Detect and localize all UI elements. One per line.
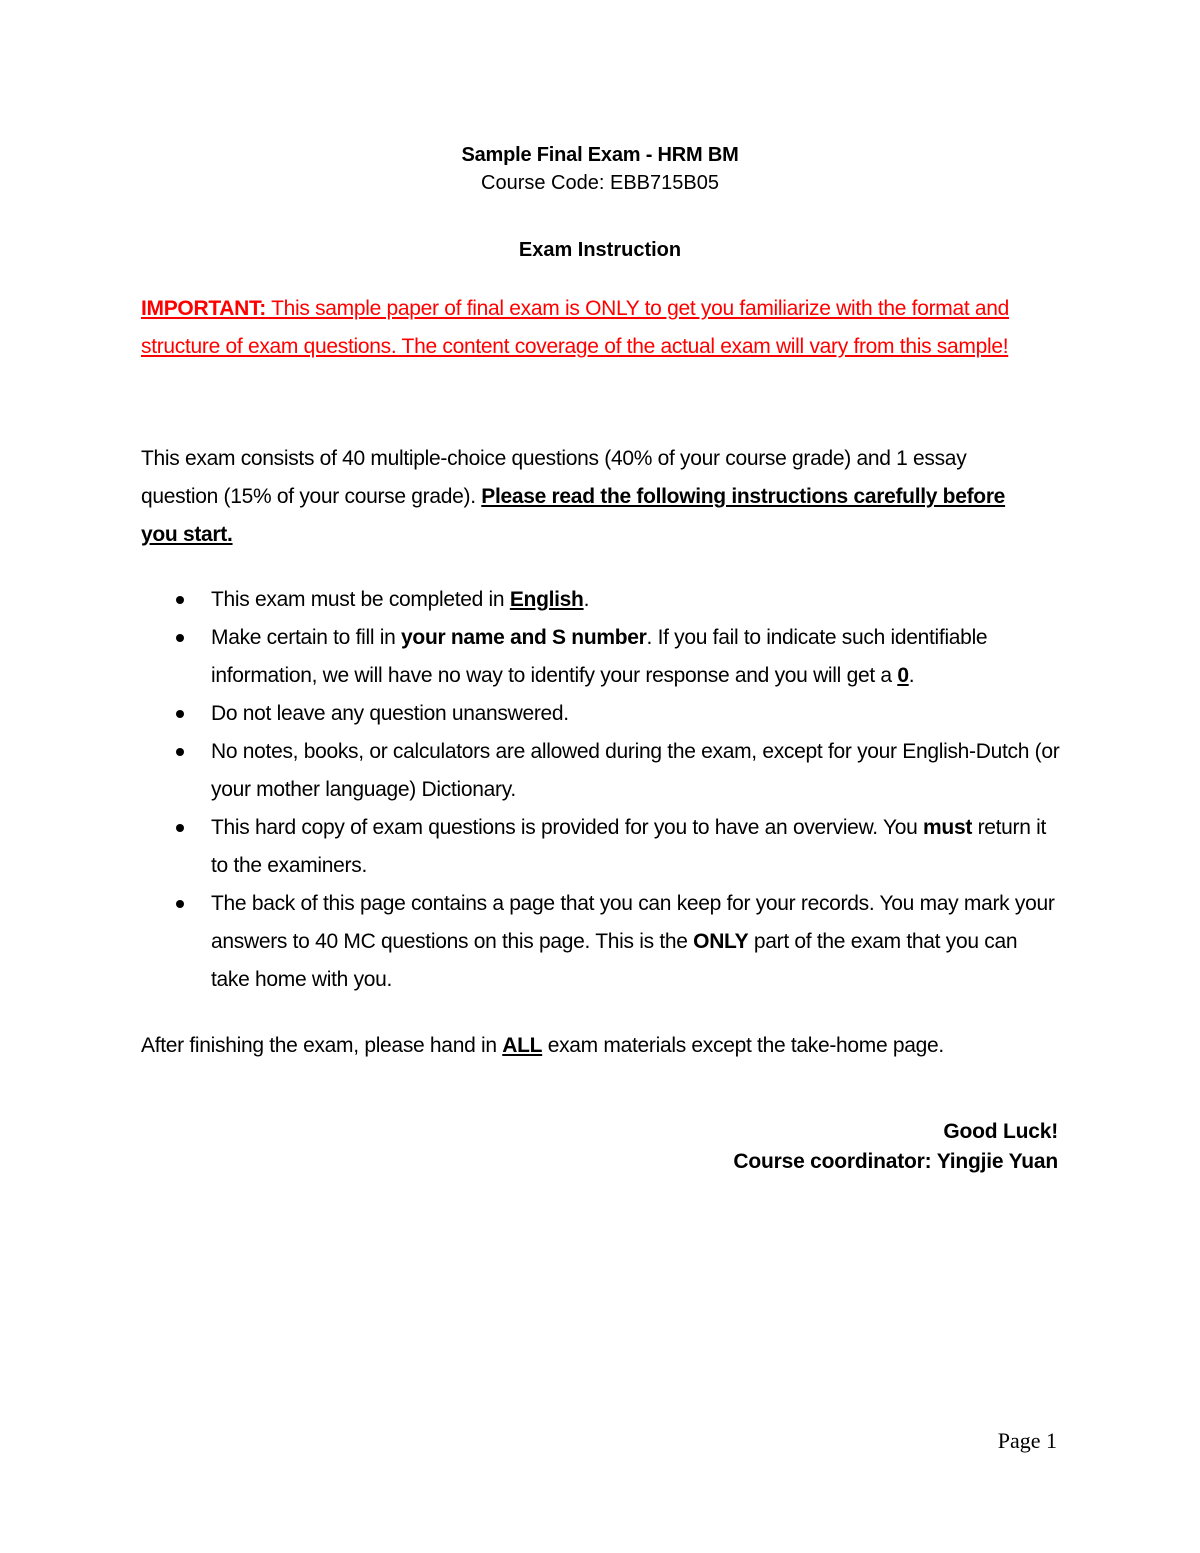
- bullet-icon: [176, 824, 184, 832]
- important-text: This sample paper of final exam is ONLY to get you familiarize with the format and structure of exam questions. The content coverage of the actual exam will vary from this sample!: [141, 297, 1010, 358]
- list-item-text: No notes, books, or calculators are allowed during the exam, except for your English-Dutch (or your mother language) Dictionary.: [211, 740, 1060, 801]
- closing-emphasis: ALL: [502, 1034, 543, 1057]
- bullet-icon: [176, 710, 184, 718]
- list-item-text: This hard copy of exam questions is provided for you to have an overview. You: [211, 816, 924, 839]
- list-item-emphasis: English: [509, 588, 584, 611]
- exam-title: Sample Final Exam - HRM BM: [461, 144, 739, 166]
- list-item: [141, 885, 1061, 999]
- intro-paragraph: [141, 440, 1041, 554]
- list-item-text: Do not leave any question unanswered.: [211, 702, 569, 725]
- instruction-heading: Exam Instruction: [518, 239, 682, 261]
- list-item-text: .: [908, 664, 915, 687]
- course-coordinator: Course coordinator: Yingjie Yuan: [733, 1150, 1058, 1173]
- list-item: [141, 809, 1061, 885]
- closing-text: After finishing the exam, please hand in: [141, 1034, 503, 1057]
- intro-emphasis: Please read the following instructions carefully before you start.: [141, 485, 1006, 546]
- important-notice: [141, 290, 1041, 366]
- list-item-text: return it to the examiners.: [211, 816, 1047, 877]
- list-item-emphasis: ONLY: [693, 930, 749, 953]
- bullet-icon: [176, 900, 184, 908]
- list-item: [141, 581, 1061, 619]
- list-item-emphasis: your name and S number: [401, 626, 647, 649]
- list-item-emphasis: must: [923, 816, 973, 839]
- list-item-text: Make certain to fill in: [211, 626, 402, 649]
- instruction-list: [141, 581, 1061, 999]
- important-label: IMPORTANT:: [141, 297, 266, 320]
- list-item: [141, 695, 1061, 733]
- bullet-icon: [176, 634, 184, 642]
- intro-text: This exam consists of 40 multiple-choice questions (40% of your course grade) and 1 essay question (15% of your course grade).: [141, 447, 967, 508]
- list-item-text: . If you fail to indicate such identifiable information, we will have no way to identify your response and you will get a: [211, 626, 988, 687]
- list-item: [141, 733, 1061, 809]
- closing-text: exam materials except the take-home page.: [542, 1034, 944, 1057]
- bullet-icon: [176, 596, 184, 604]
- closing-paragraph: [141, 1027, 1061, 1065]
- list-item-text: .: [583, 588, 590, 611]
- page-number: Page 1: [997, 1428, 1057, 1453]
- course-code: Course Code: EBB715B05: [481, 172, 719, 194]
- bullet-icon: [176, 748, 184, 756]
- good-luck: Good Luck!: [943, 1120, 1058, 1143]
- list-item: [141, 619, 1061, 695]
- list-item-text: part of the exam that you can take home with you.: [211, 930, 1018, 991]
- signature-block: [733, 1117, 1058, 1177]
- list-item-text: This exam must be completed in: [211, 588, 510, 611]
- list-item-emphasis: 0: [897, 664, 909, 687]
- list-item-text: The back of this page contains a page that you can keep for your records. You may mark your answers to 40 MC questions on this page. This is the: [211, 892, 1055, 953]
